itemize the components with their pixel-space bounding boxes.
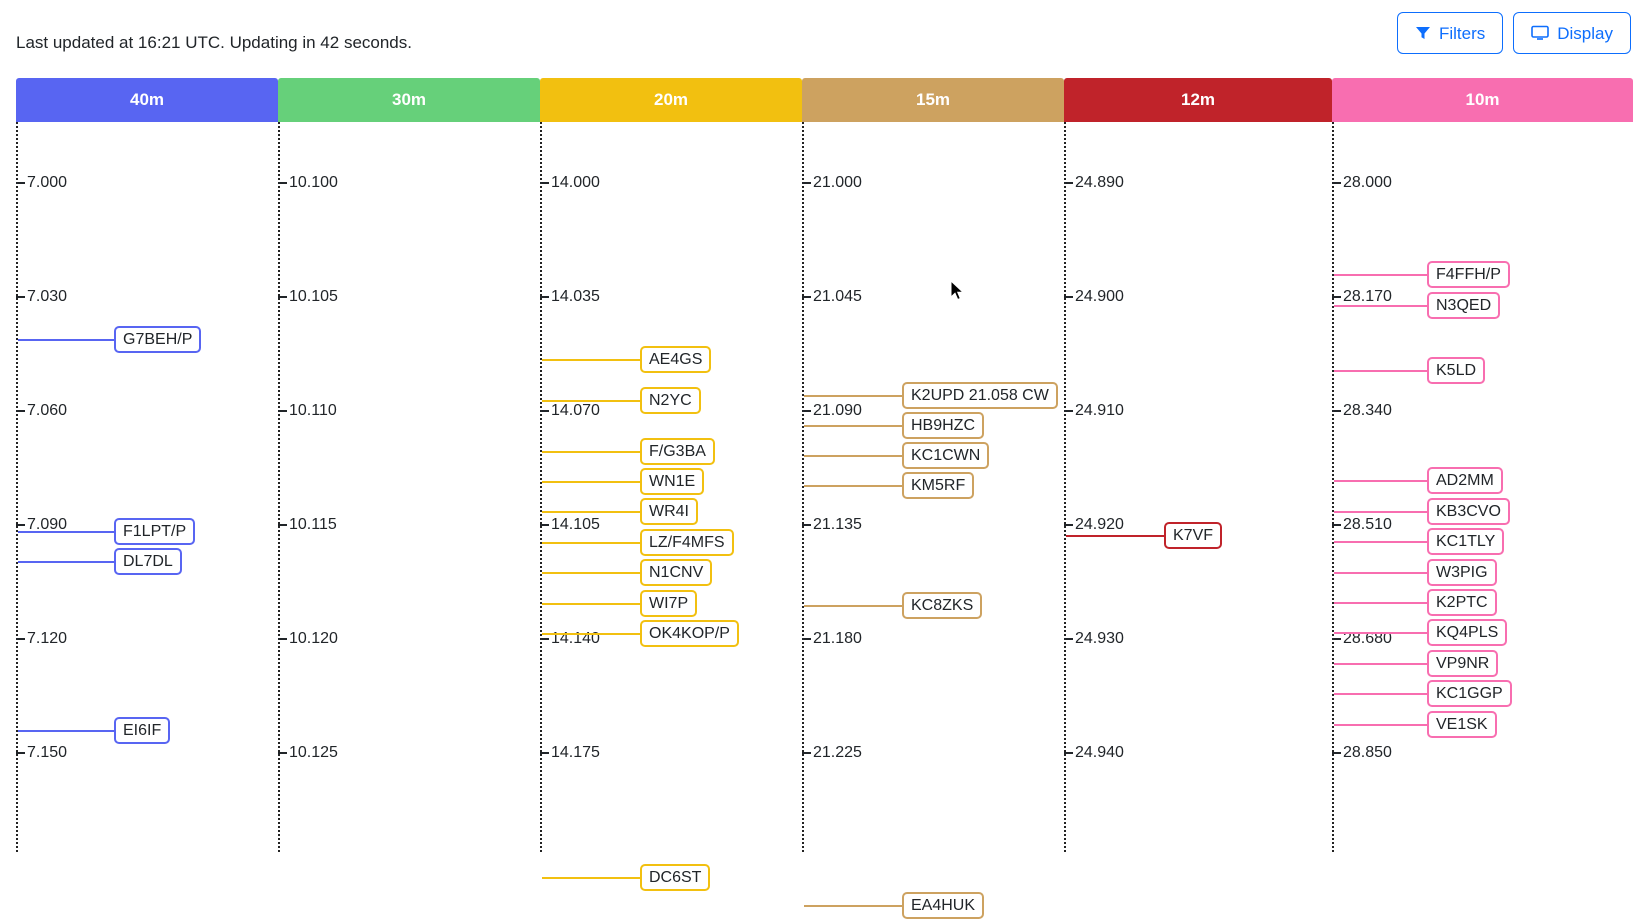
tick-dash [802, 182, 811, 184]
tick-label: 28.850 [1343, 744, 1392, 761]
frequency-axis [16, 122, 18, 852]
spot-leader-line [542, 603, 640, 605]
band-header[interactable]: 40m [16, 78, 278, 122]
spot-leader-line [804, 485, 902, 487]
tick-label: 7.060 [27, 402, 68, 419]
spot-label[interactable]: EI6IF [114, 717, 170, 744]
band-body [802, 122, 1064, 914]
tick-dash [1064, 752, 1073, 754]
spot-label[interactable]: KC1CWN [902, 442, 989, 469]
spot-label[interactable]: F1LPT/P [114, 518, 195, 545]
axis-tick [1064, 174, 1124, 192]
axis-tick [16, 288, 67, 306]
tick-dash [1332, 752, 1341, 754]
tick-dash [16, 182, 25, 184]
tick-dash [1332, 524, 1341, 526]
spot-leader-line [1066, 535, 1164, 537]
axis-tick [1332, 516, 1392, 534]
tick-dash [1332, 296, 1341, 298]
tick-dash [278, 752, 287, 754]
spot-leader-line [1334, 541, 1427, 543]
tick-label: 10.100 [289, 174, 338, 191]
spot-label[interactable]: VP9NR [1427, 650, 1498, 677]
tick-label: 14.000 [551, 174, 600, 191]
frequency-axis [278, 122, 280, 852]
spot-label[interactable]: LZ/F4MFS [640, 529, 734, 556]
band-body [16, 122, 278, 852]
tick-label: 28.340 [1343, 402, 1392, 419]
spot-label[interactable]: EA4HUK [902, 892, 984, 919]
band-header[interactable]: 10m [1332, 78, 1633, 122]
tick-label: 24.920 [1075, 516, 1124, 533]
tick-label: 21.090 [813, 402, 862, 419]
tick-label: 7.120 [27, 630, 68, 647]
spot-label[interactable]: G7BEH/P [114, 326, 201, 353]
axis-tick [1332, 174, 1392, 192]
tick-dash [540, 752, 549, 754]
spot-label[interactable]: WR4I [640, 498, 698, 525]
toolbar-buttons [1397, 12, 1631, 54]
spot-leader-line [804, 905, 902, 907]
axis-tick [1332, 402, 1392, 420]
tick-dash [16, 296, 25, 298]
band-header[interactable]: 30m [278, 78, 540, 122]
tick-label: 10.125 [289, 744, 338, 761]
spot-label[interactable]: KQ4PLS [1427, 619, 1507, 646]
tick-label: 7.090 [27, 516, 68, 533]
spot-label[interactable]: W3PIG [1427, 559, 1497, 586]
tick-dash [540, 296, 549, 298]
axis-tick [802, 744, 862, 762]
spot-label[interactable]: VE1SK [1427, 711, 1497, 738]
spot-label[interactable]: K5LD [1427, 357, 1485, 384]
tick-dash [1064, 410, 1073, 412]
spot-label[interactable]: WI7P [640, 590, 697, 617]
tick-dash [278, 524, 287, 526]
tick-label: 21.000 [813, 174, 862, 191]
tick-label: 10.110 [289, 402, 337, 419]
band-column [16, 78, 278, 852]
tick-label: 14.070 [551, 402, 600, 419]
spot-leader-line [1334, 511, 1427, 513]
axis-tick [540, 288, 600, 306]
tick-dash [540, 638, 549, 640]
axis-tick [1064, 288, 1124, 306]
tick-label: 21.180 [813, 630, 862, 647]
spot-leader-line [542, 481, 640, 483]
tick-dash [278, 638, 287, 640]
frequency-axis [1064, 122, 1066, 852]
tick-label: 10.115 [289, 516, 337, 533]
axis-tick [802, 288, 862, 306]
frequency-axis [1332, 122, 1334, 852]
spot-leader-line [542, 400, 640, 402]
display-button-label: Display [1557, 23, 1613, 43]
axis-tick [1064, 744, 1124, 762]
tick-dash [16, 752, 25, 754]
tick-dash [1332, 410, 1341, 412]
tick-label: 24.940 [1075, 744, 1124, 761]
axis-tick [802, 402, 862, 420]
axis-tick [278, 174, 338, 192]
tick-dash [540, 182, 549, 184]
tick-label: 24.910 [1075, 402, 1124, 419]
tick-dash [802, 752, 811, 754]
filters-button[interactable] [1397, 12, 1503, 54]
axis-tick [540, 744, 600, 762]
tick-dash [16, 524, 25, 526]
tick-dash [802, 524, 811, 526]
spot-label[interactable]: KB3CVO [1427, 498, 1510, 525]
axis-tick [16, 744, 67, 762]
axis-tick [540, 174, 600, 192]
tick-label: 7.000 [27, 174, 68, 191]
funnel-icon [1415, 25, 1431, 41]
frequency-axis [802, 122, 804, 852]
spot-leader-line [542, 359, 640, 361]
axis-tick [802, 516, 862, 534]
spot-label[interactable]: KC1GGP [1427, 680, 1512, 707]
spot-label[interactable]: DL7DL [114, 548, 182, 575]
axis-tick [802, 174, 862, 192]
axis-tick [1064, 630, 1124, 648]
tick-label: 10.105 [289, 288, 338, 305]
tick-label: 28.170 [1343, 288, 1392, 305]
axis-tick [278, 744, 338, 762]
spot-label[interactable]: K2PTC [1427, 589, 1497, 616]
axis-tick [16, 630, 67, 648]
tick-label: 7.150 [27, 744, 68, 761]
spot-label[interactable]: KC8ZKS [902, 592, 982, 619]
axis-tick [278, 630, 338, 648]
tick-dash [278, 182, 287, 184]
tick-dash [1064, 638, 1073, 640]
tick-dash [540, 524, 549, 526]
spot-label[interactable]: AE4GS [640, 346, 711, 373]
frequency-axis [540, 122, 542, 852]
axis-tick [278, 288, 338, 306]
spot-label[interactable]: K2UPD 21.058 CW [902, 382, 1058, 409]
tick-label: 28.000 [1343, 174, 1392, 191]
spot-leader-line [542, 572, 640, 574]
tick-label: 21.045 [813, 288, 862, 305]
spot-leader-line [804, 455, 902, 457]
filters-button-label: Filters [1438, 23, 1486, 43]
status-text: Last updated at 16:21 UTC. Updating in 42 seconds. [16, 33, 412, 52]
tick-dash [802, 296, 811, 298]
spot-leader-line [1334, 370, 1427, 372]
tick-label: 10.120 [289, 630, 338, 647]
spot-label[interactable]: N2YC [640, 387, 701, 414]
spot-leader-line [1334, 632, 1427, 634]
spot-leader-line [1334, 305, 1427, 307]
tick-dash [278, 410, 287, 412]
spot-leader-line [1334, 480, 1427, 482]
spot-leader-line [542, 877, 640, 879]
spot-leader-line [542, 451, 640, 453]
top-bar [0, 0, 1649, 78]
spot-leader-line [1334, 663, 1427, 665]
display-button[interactable] [1513, 12, 1631, 54]
tick-label: 14.175 [551, 744, 600, 761]
spot-leader-line [542, 511, 640, 513]
tick-label: 24.900 [1075, 288, 1124, 305]
spot-leader-line [804, 605, 902, 607]
axis-tick [1332, 288, 1392, 306]
spot-label[interactable]: F/G3BA [640, 438, 715, 465]
spot-leader-line [1334, 274, 1427, 276]
spot-label[interactable]: KM5RF [902, 472, 974, 499]
band-header[interactable]: 20m [540, 78, 802, 122]
spot-leader-line [18, 561, 114, 563]
tick-label: 7.030 [27, 288, 68, 305]
axis-tick [278, 516, 337, 534]
band-column [1332, 78, 1633, 852]
spot-leader-line [1334, 693, 1427, 695]
band-header[interactable]: 12m [1064, 78, 1332, 122]
tick-label: 28.510 [1343, 516, 1392, 533]
tick-dash [16, 638, 25, 640]
axis-tick [16, 402, 67, 420]
band-body [1332, 122, 1633, 852]
tick-dash [1064, 524, 1073, 526]
tick-dash [1064, 296, 1073, 298]
spot-label[interactable]: OK4KOP/P [640, 620, 739, 647]
tick-dash [1064, 182, 1073, 184]
spot-leader-line [804, 425, 902, 427]
spot-leader-line [804, 395, 902, 397]
tick-label: 24.890 [1075, 174, 1124, 191]
axis-tick [802, 630, 862, 648]
spot-label[interactable]: DC6ST [640, 864, 710, 891]
spot-label[interactable]: K7VF [1164, 522, 1222, 549]
axis-tick [540, 402, 600, 420]
spot-leader-line [18, 531, 114, 533]
tick-dash [1332, 638, 1341, 640]
axis-tick [540, 516, 600, 534]
tick-dash [16, 410, 25, 412]
spot-label[interactable]: WN1E [640, 468, 704, 495]
band-column [278, 78, 540, 852]
spot-label[interactable]: F4FFH/P [1427, 261, 1510, 288]
spot-label[interactable]: N3QED [1427, 292, 1500, 319]
tick-label: 24.930 [1075, 630, 1124, 647]
band-body [1064, 122, 1332, 852]
tick-label: 14.035 [551, 288, 600, 305]
tick-dash [1332, 182, 1341, 184]
spot-leader-line [542, 633, 640, 635]
spot-label[interactable]: HB9HZC [902, 412, 984, 439]
band-header[interactable]: 15m [802, 78, 1064, 122]
spot-leader-line [542, 542, 640, 544]
tick-label: 14.105 [551, 516, 600, 533]
band-body [278, 122, 540, 852]
tick-label: 28.680 [1343, 630, 1392, 647]
monitor-icon [1531, 25, 1549, 41]
band-column [1064, 78, 1332, 852]
tick-dash [278, 296, 287, 298]
spot-label[interactable]: N1CNV [640, 559, 712, 586]
tick-label: 21.225 [813, 744, 862, 761]
tick-dash [802, 410, 811, 412]
spot-label[interactable]: KC1TLY [1427, 528, 1504, 555]
axis-tick [1064, 516, 1124, 534]
band-column [802, 78, 1064, 914]
band-columns [16, 78, 1633, 914]
mouse-cursor [950, 280, 966, 307]
spot-leader-line [18, 339, 114, 341]
spot-leader-line [1334, 724, 1427, 726]
tick-label: 14.140 [551, 630, 600, 647]
axis-tick [16, 174, 67, 192]
spot-leader-line [1334, 572, 1427, 574]
band-column [540, 78, 802, 886]
axis-tick [1332, 744, 1392, 762]
spot-leader-line [1334, 602, 1427, 604]
tick-dash [802, 638, 811, 640]
axis-tick [1064, 402, 1124, 420]
band-body [540, 122, 802, 886]
tick-label: 21.135 [813, 516, 862, 533]
tick-dash [540, 410, 549, 412]
axis-tick [278, 402, 337, 420]
spot-leader-line [18, 730, 114, 732]
spot-label[interactable]: AD2MM [1427, 467, 1503, 494]
